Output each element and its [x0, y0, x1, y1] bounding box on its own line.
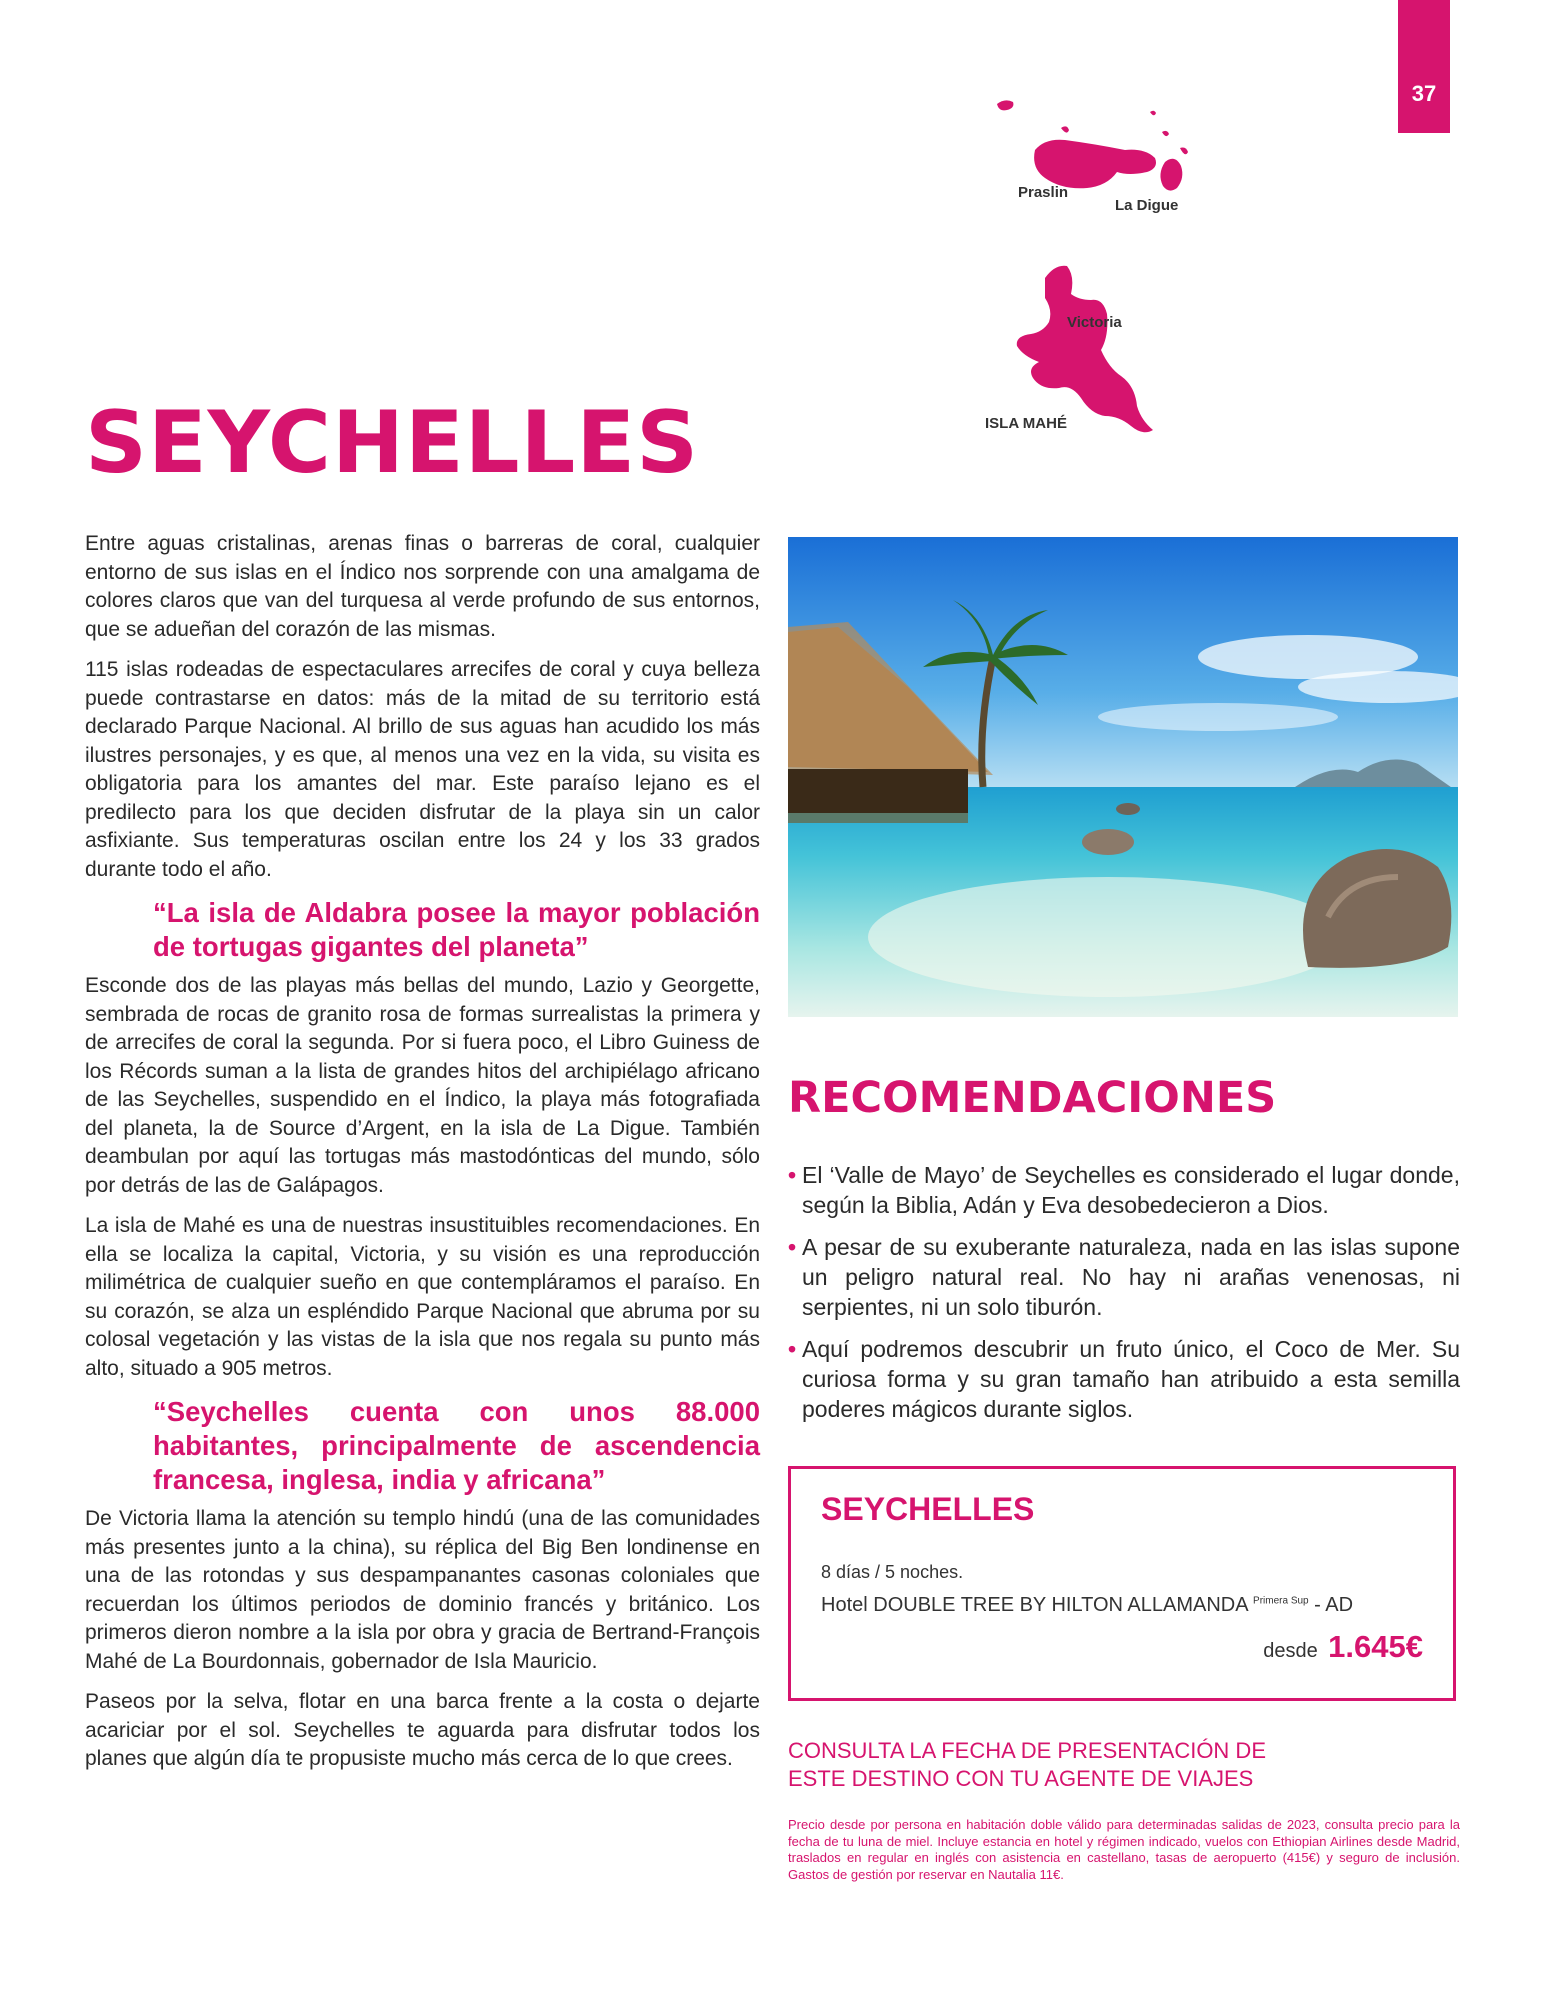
paragraph-intro: Entre aguas cristalinas, arenas finas o barreras de coral, cualquier entorno de sus islas en el Índico nos sorprende con una amalgama de colores claros que van del turquesa al verde profundo de sus entornos, que se adueñan del corazón de las mismas.	[85, 532, 760, 641]
page-title: SEYCHELLES	[85, 393, 700, 493]
paragraph-mahe: La isla de Mahé es una de nuestras insustituibles recomendaciones. En ella se localiza la capital, Victoria, y su visión es una reproducción milimétrica de cualquier sueño en que contempláramos el paraíso. En su corazón, se alza un espléndido Parque Nacional que abruma por su colosal vegetación y las vistas de la isla que nos regala su punto más alto, situado a 905 metros.	[85, 1214, 760, 1380]
offer-title: SEYCHELLES	[821, 1491, 1035, 1527]
map-label-la-digue: La Digue	[1115, 197, 1179, 214]
map-label-isla-mahe: ISLA MAHÉ	[985, 415, 1067, 432]
hotel-name: Hotel DOUBLE TREE BY HILTON ALLAMANDA	[821, 1594, 1248, 1616]
bullet-icon: •	[788, 1336, 797, 1362]
list-item	[788, 1232, 1460, 1322]
consult-line-1: CONSULTA LA FECHA DE PRESENTACIÓN DE	[788, 1738, 1266, 1763]
meal-regime: - AD	[1314, 1594, 1354, 1616]
recommendation-text: El ‘Valle de Mayo’ de Seychelles es considerado el lugar donde, según la Biblia, Adán y Eva desobedecieron a Dios.	[802, 1162, 1460, 1218]
paragraph-victoria: De Victoria llama la atención su templo hindú (una de las comunidades más presentes junto a la china), su réplica del Big Ben londinense en una de las rotondas y sus despampanantes casonas coloniales que recuerdan los últimos periodos de dominio francés y británico. Los primeros dieron nombre a la isla por obra y gracia de Bertrand-François Mahé de La Bourdonnais, gobernador de Isla Mauricio.	[85, 1507, 760, 1673]
pull-quote-aldabra: “La isla de Aldabra posee la mayor población de tortugas gigantes del planeta”	[153, 897, 760, 962]
offer-box	[788, 1466, 1456, 1701]
paragraph-islands: 115 islas rodeadas de espectaculares arrecifes de coral y cuya belleza puede contrastarse en datos: más de la mitad de su territorio está declarado Parque Nacional. Al brillo de sus aguas han acudido los más ilustres personajes, y es que, al menos una vez en la vida, su visita es obligatoria para los amantes del mar. Este paraíso lejano es el predilecto para los que deciden disfrutar de la playa sin un calor asfixiante. Sus temperaturas oscilan entre los 24 y los 33 grados durante todo el año.	[85, 658, 760, 881]
price-prefix: desde	[1263, 1640, 1318, 1662]
map-label-praslin: Praslin	[1018, 184, 1069, 201]
fine-print: Precio desde por persona en habitación doble válido para determinadas salidas de 2023, consulta precio para la fecha de tu luna de miel. Incluye estancia en hotel y régimen indicado, vuelos con Ethiopian Airlines desde Madrid, traslados en regular en inglés con asistencia en castellano, tasas de aeropuerto (415€) y seguro de inclusión. Gastos de gestión por reservar en Nautalia 11€.	[788, 1817, 1460, 1882]
page-number: 37	[1398, 0, 1450, 133]
recommendations-title: RECOMENDACIONES	[788, 1073, 1277, 1123]
list-item	[788, 1160, 1460, 1220]
beach-photo-graphic	[788, 537, 1458, 1017]
offer-price	[1263, 1629, 1423, 1665]
offer-hotel	[821, 1594, 1353, 1617]
consult-notice	[788, 1737, 1460, 1793]
offer-duration: 8 días / 5 noches.	[821, 1562, 964, 1582]
paragraph-beaches: Esconde dos de las playas más bellas del mundo, Lazio y Georgette, sembrada de rocas de granito rosa de formas surrealistas la primera y de arrecifes de coral la segunda. Por si fuera poco, el Libro Guiness de los Récords suman a la lista de grandes hitos del archipiélago africano de las Seychelles, suspendido en el Índico, la playa más fotografiada del planeta, la de Source d’Argent, en la isla de La Digue. También deambulan por aquí las tortugas más mastodónticas del mundo, sólo por detrás de las de Galápagos.	[85, 974, 760, 1197]
recommendation-text: Aquí podremos descubrir un fruto único, el Coco de Mer. Su curiosa forma y su gran tamaño han atribuido a esta semilla poderes mágicos durante siglos.	[802, 1336, 1460, 1422]
recommendation-text: A pesar de su exuberante naturaleza, nada en las islas supone un peligro natural real. No hay ni arañas venenosas, ni serpientes, ni un solo tiburón.	[802, 1234, 1460, 1320]
consult-line-2: ESTE DESTINO CON TU AGENTE DE VIAJES	[788, 1766, 1254, 1791]
pull-quote-population: “Seychelles cuenta con unos 88.000 habitantes, principalmente de ascendencia francesa, inglesa, india y africana”	[153, 1396, 760, 1495]
map-label-victoria: Victoria	[1067, 314, 1122, 331]
recommendations-list	[788, 1160, 1460, 1436]
price-amount: 1.645€	[1328, 1629, 1423, 1664]
bullet-icon: •	[788, 1234, 797, 1260]
hotel-category: Primera Sup	[1253, 1595, 1309, 1607]
bullet-icon: •	[788, 1162, 797, 1188]
beach-photo	[788, 537, 1458, 1017]
paragraph-closing: Paseos por la selva, flotar en una barca frente a la costa o dejarte acariciar por el sol. Seychelles te aguarda para disfrutar todos los planes que algún día te propusiste mucho más cerca de lo que crees.	[85, 1690, 760, 1770]
list-item	[788, 1334, 1460, 1424]
article-body	[85, 530, 760, 1786]
seychelles-map	[985, 90, 1215, 490]
